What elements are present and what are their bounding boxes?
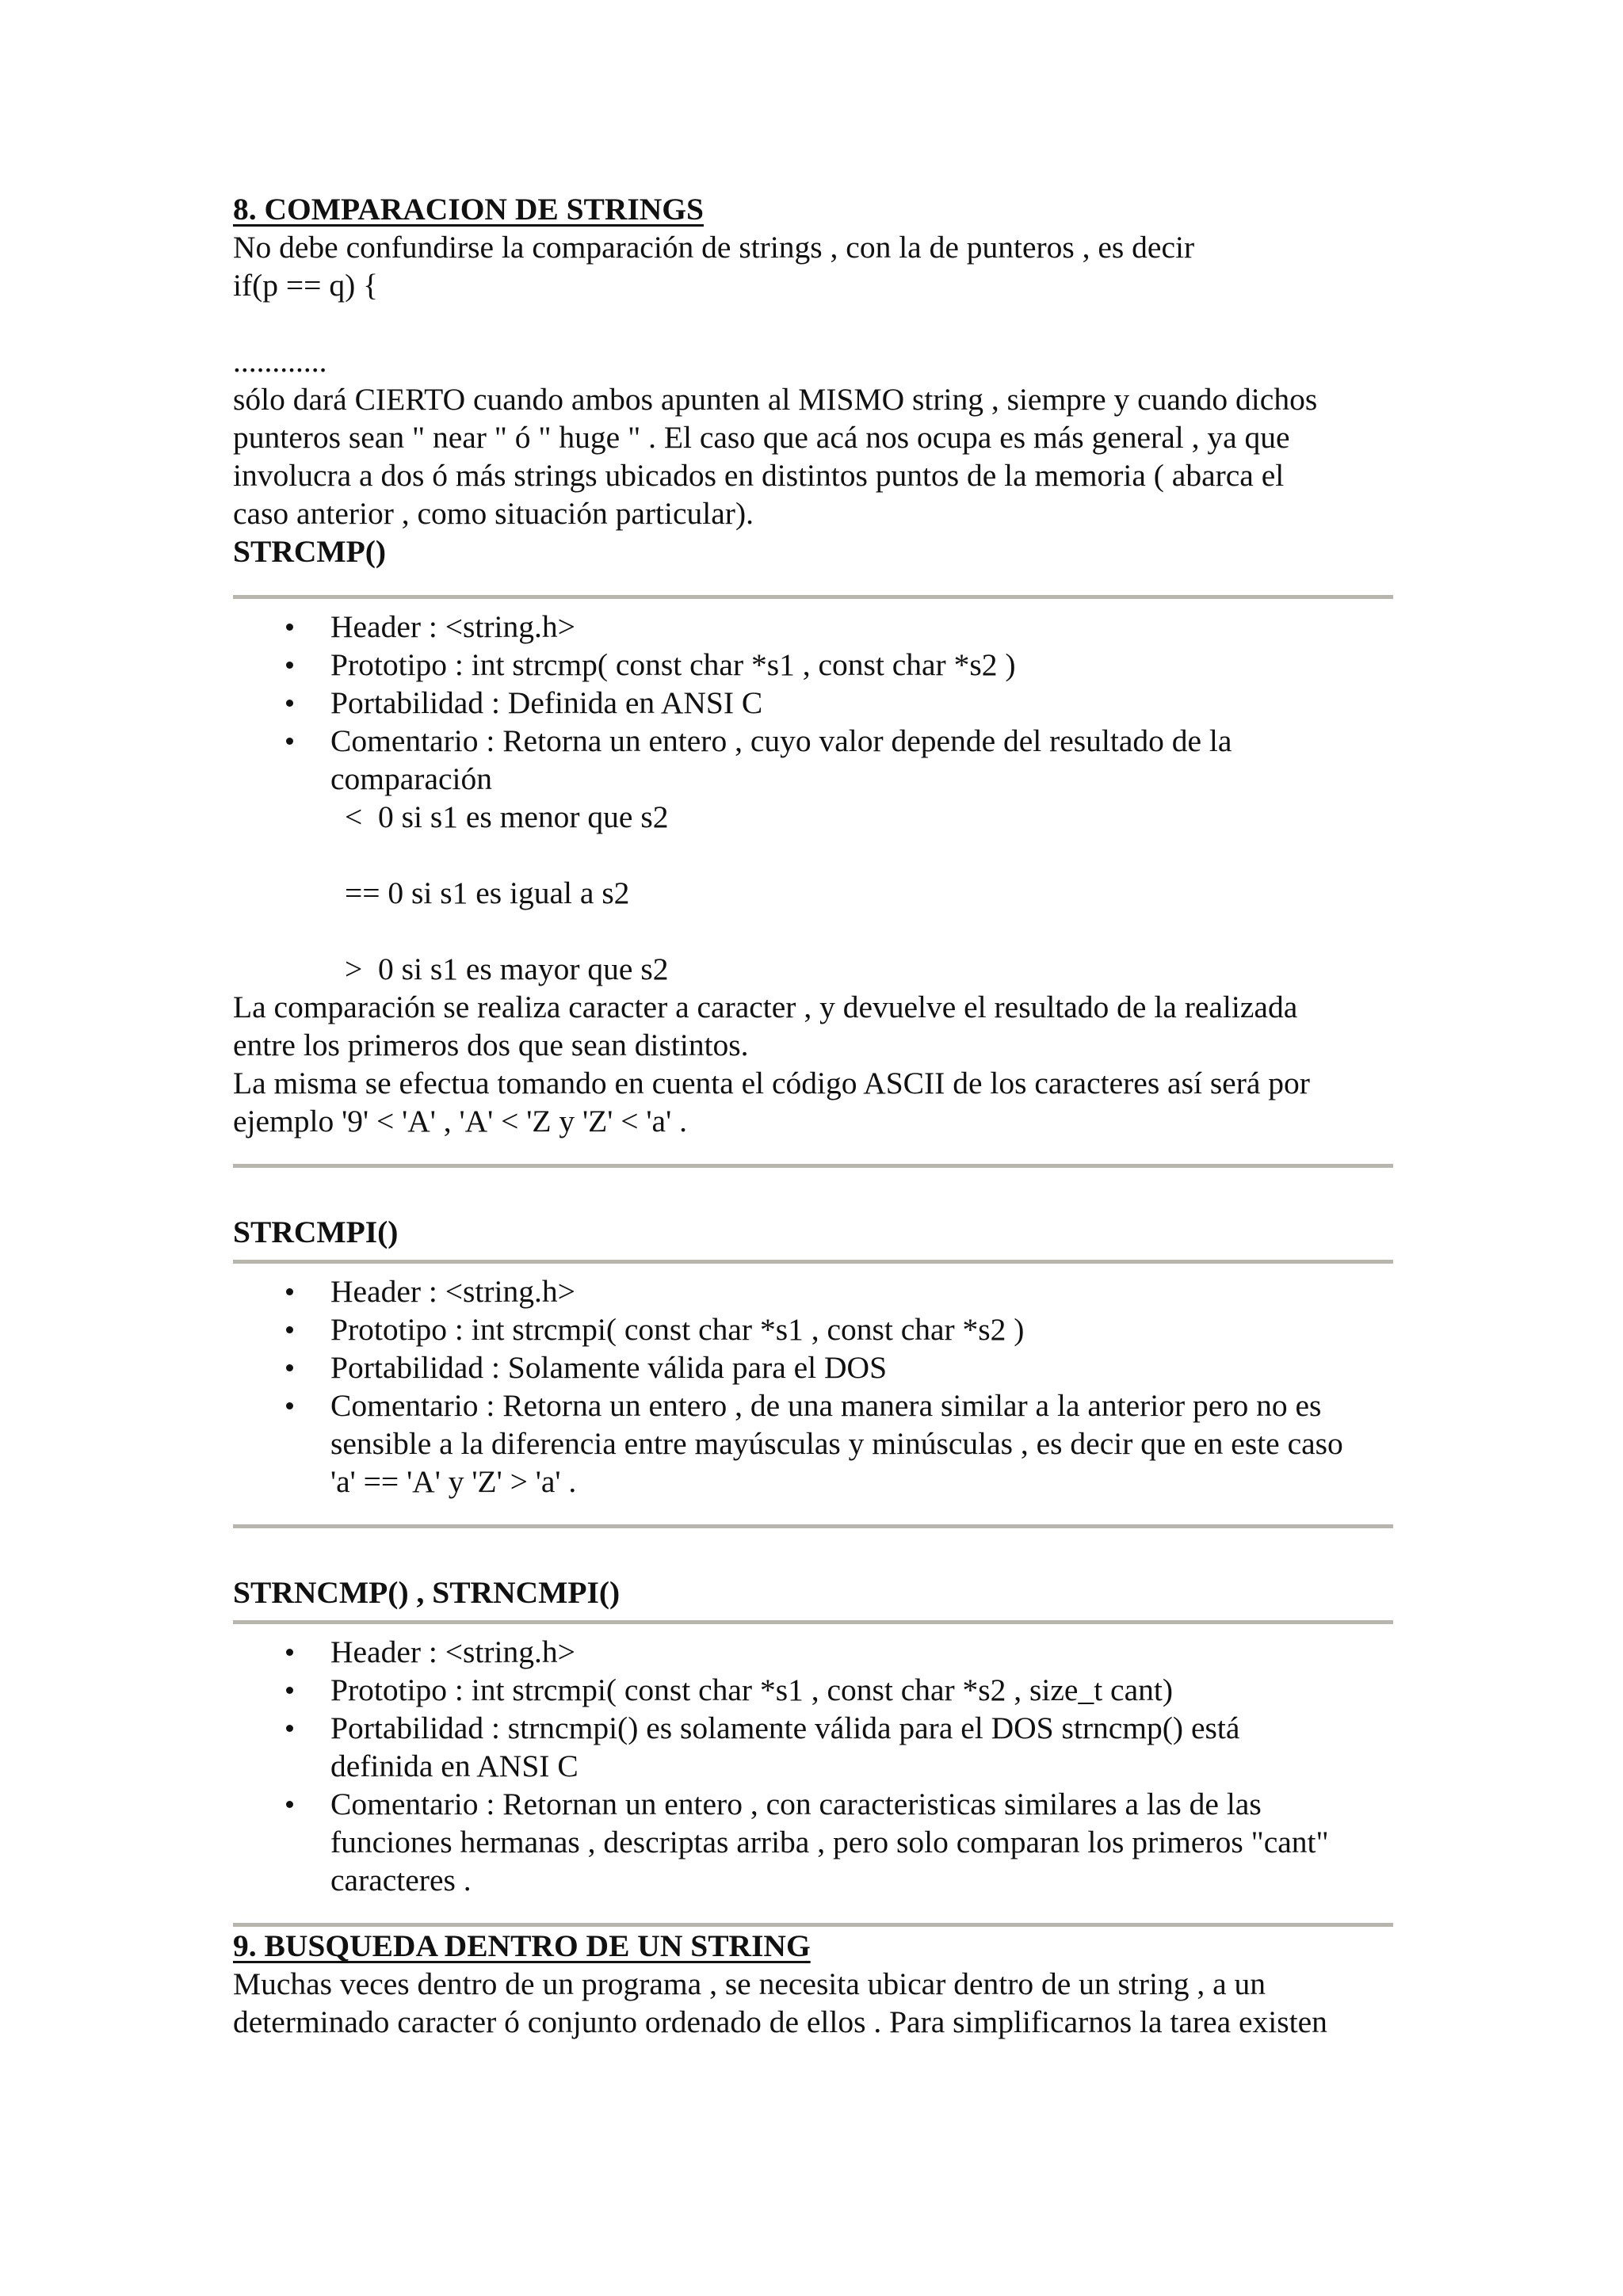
blank-line bbox=[233, 912, 1393, 950]
strncmp-portability-item bbox=[233, 1709, 1393, 1785]
section-9-body-line-2: determinado caracter ó conjunto ordenado de ellos . Para simplificarnos la tarea existen bbox=[233, 2004, 1327, 2039]
strcmp-comment-line-2: comparación bbox=[330, 761, 492, 796]
code-ellipsis: ............ bbox=[233, 344, 327, 379]
strcmpi-header-item: Header : <string.h> bbox=[233, 1272, 1393, 1310]
strcmp-prototype-item: Prototipo : int strcmp( const char *s1 , const char *s2 ) bbox=[233, 646, 1393, 684]
section-8-body-line-2: punteros sean " near " ó " huge " . El caso que acá nos ocupa es más general , ya que bbox=[233, 420, 1290, 455]
strncmp-prototype-item: Prototipo : int strcmpi( const char *s1 , const char *s2 , size_t cant) bbox=[233, 1671, 1393, 1709]
section-8-body-line-4: caso anterior , como situación particular). bbox=[233, 496, 754, 531]
strcmp-equal: == 0 si s1 es igual a s2 bbox=[345, 875, 630, 910]
strcmp-note-line-2: entre los primeros dos que sean distintos. bbox=[233, 1028, 749, 1062]
strcmp-comment-item bbox=[233, 722, 1393, 798]
strcmp-comment-line-1: Comentario : Retorna un entero , cuyo valor depende del resultado de la bbox=[330, 723, 1232, 758]
strcmpi-properties bbox=[233, 1272, 1393, 1501]
strcmp-note-line-1: La comparación se realiza caracter a caracter , y devuelve el resultado de la realizada bbox=[233, 990, 1298, 1024]
strcmp-note-line-4: ejemplo '9' < 'A' , 'A' < 'Z y 'Z' < 'a' . bbox=[233, 1104, 687, 1138]
strncmp-portability-line-1: Portabilidad : strncmpi() es solamente válida para el DOS strncmp() está bbox=[330, 1711, 1240, 1745]
section-8-body-line-1: sólo dará CIERTO cuando ambos apunten al MISMO string , siempre y cuando dichos bbox=[233, 382, 1318, 417]
section-8-intro-line-2: if(p == q) { bbox=[233, 268, 379, 303]
horizontal-rule bbox=[233, 1524, 1393, 1528]
section-8-heading: 8. COMPARACION DE STRINGS bbox=[233, 192, 705, 227]
document-page bbox=[233, 190, 1393, 2041]
horizontal-rule bbox=[233, 595, 1393, 599]
strncmp-comment-item bbox=[233, 1785, 1393, 1899]
strncmp-comment-line-2: funciones hermanas , descriptas arriba , pero solo comparan los primeros "cant" bbox=[330, 1825, 1329, 1859]
section-8-body-line-3: involucra a dos ó más strings ubicados en distintos puntos de la memoria ( abarca el bbox=[233, 458, 1285, 493]
blank-line bbox=[233, 836, 1393, 874]
strcmp-portability-item: Portabilidad : Definida en ANSI C bbox=[233, 684, 1393, 722]
strcmp-greater-than: > 0 si s1 es mayor que s2 bbox=[345, 952, 669, 986]
strcmp-header-item: Header : <string.h> bbox=[233, 608, 1393, 646]
strcmpi-comment-line-2: sensible a la diferencia entre mayúsculas y minúsculas , es decir que en este caso bbox=[330, 1426, 1343, 1461]
strncmp-portability-line-2: definida en ANSI C bbox=[330, 1749, 579, 1783]
strcmpi-comment-line-1: Comentario : Retorna un entero , de una manera similar a la anterior pero no es bbox=[330, 1388, 1322, 1423]
horizontal-rule bbox=[233, 1164, 1393, 1168]
strcmp-less-than: < 0 si s1 es menor que s2 bbox=[345, 799, 669, 834]
strcmpi-prototype-item: Prototipo : int strcmpi( const char *s1 , const char *s2 ) bbox=[233, 1310, 1393, 1348]
strcmp-title: STRCMP() bbox=[233, 534, 387, 569]
blank-line bbox=[233, 304, 1393, 342]
section-9-body-line-1: Muchas veces dentro de un programa , se necesita ubicar dentro de un string , a un bbox=[233, 1966, 1266, 2001]
strcmpi-portability-item: Portabilidad : Solamente válida para el DOS bbox=[233, 1348, 1393, 1386]
strncmp-title: STRNCMP() , STRNCMPI() bbox=[233, 1575, 621, 1610]
section-9-heading: 9. BUSQUEDA DENTRO DE UN STRING bbox=[233, 1928, 811, 1963]
strncmp-header-item: Header : <string.h> bbox=[233, 1633, 1393, 1671]
strcmp-properties bbox=[233, 608, 1393, 798]
strncmp-properties bbox=[233, 1633, 1393, 1899]
horizontal-rule bbox=[233, 1620, 1393, 1624]
strcmpi-title: STRCMPI() bbox=[233, 1215, 399, 1249]
strcmp-note-line-3: La misma se efectua tomando en cuenta el código ASCII de los caracteres así será por bbox=[233, 1066, 1310, 1100]
section-8-intro-line-1: No debe confundirse la comparación de strings , con la de punteros , es decir bbox=[233, 230, 1195, 265]
strncmp-comment-line-3: caracteres . bbox=[330, 1863, 472, 1897]
horizontal-rule bbox=[233, 1260, 1393, 1264]
strcmpi-comment-line-3: 'a' == 'A' y 'Z' > 'a' . bbox=[330, 1464, 577, 1499]
strncmp-comment-line-1: Comentario : Retornan un entero , con caracteristicas similares a las de las bbox=[330, 1787, 1262, 1821]
strcmpi-comment-item bbox=[233, 1386, 1393, 1501]
